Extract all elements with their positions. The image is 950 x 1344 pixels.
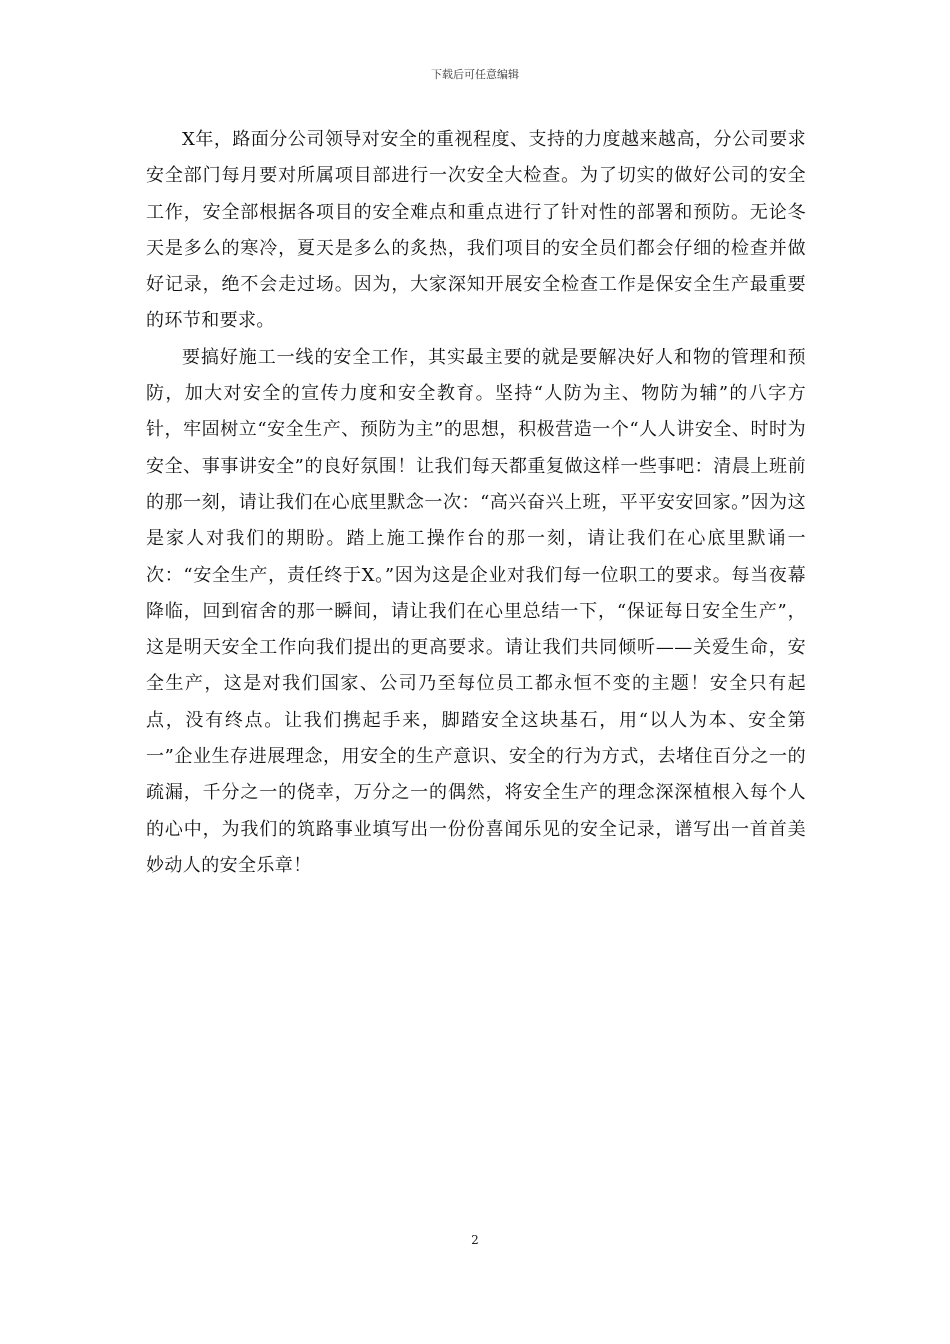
page-header: 下载后可任意编辑 [431, 68, 519, 81]
document-body [146, 122, 806, 884]
paragraph-2: 要搞好施工一线的安全工作，其实最主要的就是要解决好人和物的管理和预防，加大对安全的宣传力度和安全教育。坚持“人防为主、物防为辅”的八字方针，牢固树立“安全生产、预防为主”的思想，积极营造一个“人人讲安全、时时为安全、事事讲安全”的良好氛围！让我们每天都重复做这样一些事吧：清晨上班前的那一刻，请让我们在心底里默念一次：“高兴奋兴上班，平平安安回家。”因为这是家人对我们的期盼。踏上施工操作台的那一刻，请让我们在心底里默诵一次：“安全生产，责任终于X。”因为这是企业对我们每一位职工的要求。每当夜幕降临，回到宿舍的那一瞬间，请让我们在心里总结一下，“保证每日安全生产”，这是明天安全工作向我们提出的更高要求。请让我们共同倾听——关爱生命，安全生产，这是对我们国家、公司乃至每位员工都永恒不变的主题！安全只有起点，没有终点。让我们携起手来，脚踏安全这块基石，用“以人为本、安全第一”企业生存进展理念，用安全的生产意识、安全的行为方式，去堵住百分之一的疏漏，千分之一的侥幸，万分之一的偶然，将安全生产的理念深深植根入每个人的心中，为我们的筑路事业填写出一份份喜闻乐见的安全记录，谱写出一首首美妙动人的安全乐章！ [146, 346, 806, 876]
paragraph-1: X年，路面分公司领导对安全的重视程度、支持的力度越来越高，分公司要求安全部门每月要对所属项目部进行一次安全大检查。为了切实的做好公司的安全工作，安全部根据各项目的安全难点和重点进行了针对性的部署和预防。无论冬天是多么的寒冷，夏天是多么的炙热，我们项目的安全员们都会仔细的检查并做好记录，绝不会走过场。因为，大家深知开展安全检查工作是保安全生产最重要的环节和要求。 [146, 129, 806, 332]
page-number: 2 [471, 1233, 479, 1247]
